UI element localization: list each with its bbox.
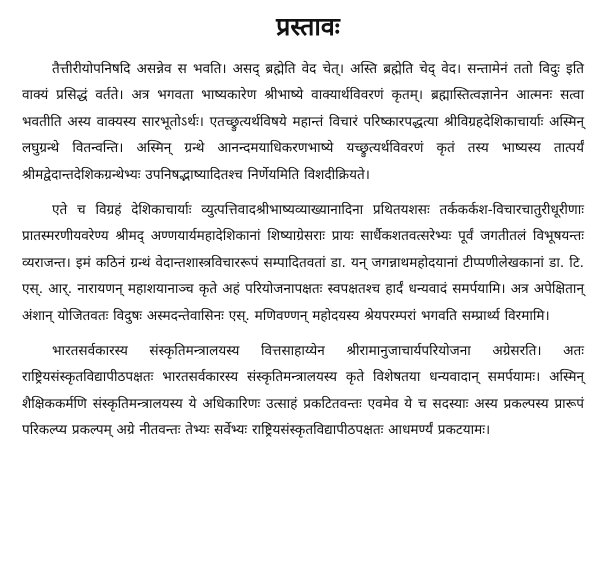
paragraph-intro: तैत्तीरीयोपनिषदि असन्नेव स भवति। असद् ब्रह्मेति वेद चेत्। अस्ति ब्रह्मेति चेद् वेद। सन्तामेनं ततो विदुः इति वाक्यं प्रसिद्धं वर्तते। अत्र भगवता भाष्यकारेण श्रीभाष्ये वाक्यार्थविवरणं कृतम्। ब्रह्मास्तित्वज्ञानेन आत्मनः सत्वा भवतीति अस्य वाक्यस्य सारभूतोऽर्थः। एतच्छ्रुत्यर्थविषये महान्तं विचारं परिष्कारपद्धत्या श्रीविग्रहदेशिकाचार्याः अस्मिन् लघुग्रन्थे वितन्वन्ति। अस्मिन् ग्रन्थे आनन्दमयाधिकरणभाष्ये यच्छ्रुत्यर्थविवरणं कृतं तस्य भाष्यस्य तात्पर्यं श्रीमद्वेदान्तदेशिकग्रन्थेभ्यः उपनिषद्भाष्यादितश्च निर्णेयमिति विशदीक्रियते। [22,61,584,183]
paragraph-thanks-ministry: भारतसर्वकारस्य संस्कृतिमन्त्रालयस्य वित्तसाहाय्येन श्रीरामानुजाचार्यपरियोजना अग्रेसरति। अतः राष्ट्रियसंस्कृतविद्यापीठपक्षतः भारतसर्वकारस्य संस्कृतिमन्त्रालयस्य कृते विशेषतया धन्यवादान् समर्पयामः। अस्मिन् शैक्षिककर्मणि संस्कृतिमन्त्रालयस्य ये अधिकारिणः उत्साहं प्रकटितवन्तः एवमेव ये च सदस्याः अस्य प्रकल्पस्य प्रारूपं परिकल्प्य प्रकल्पम् अग्रे नीतवन्तः तेभ्यः सर्वेभ्यः राष्ट्रियसंस्कृतविद्यापीठपक्षतः आधमर्ण्यं प्रकटयामः। [22,343,584,439]
paragraph-acknowledgement: एते च विग्रहं देशिकाचार्याः व्युत्पत्तिवादश्रीभाष्यव्याख्यानादिना प्रथितयशसः तर्ककर्कश-विचारचातुरीधूरीणाः प्रातस्मरणीयवरेण्य श्रीमद् अण्णयार्यमहादेशिकानां शिष्याग्रेसराः प्रायः सार्धैकशतवत्सरेभ्यः पूर्वं जगतीतलं विभूषयन्तः व्यराजन्त। इमं कठिनं ग्रन्थं वेदान्तशास्त्रविचाररूपं सम्पादितवतां डा. यन् जगन्नाथमहोदयानां टीप्पणीलेखकानां डा. टि. एस्. आर्. नारायणन् महाशयानाञ्च कृते अहं परियोजनापक्षतः स्वपक्षतश्च हार्दं धन्यवादं समर्पयामि। अत्र अपेक्षितान् अंशान् योजितवतः विदुषः अस्मदन्तेवासिनः एस्. मणिवण्णन् महोदयस्य श्रेयपरम्परां भगवति सम्प्रार्थ्य विरमामि। [22,202,584,324]
document-page [22,10,584,453]
document-title: प्रस्तावः [276,12,340,41]
